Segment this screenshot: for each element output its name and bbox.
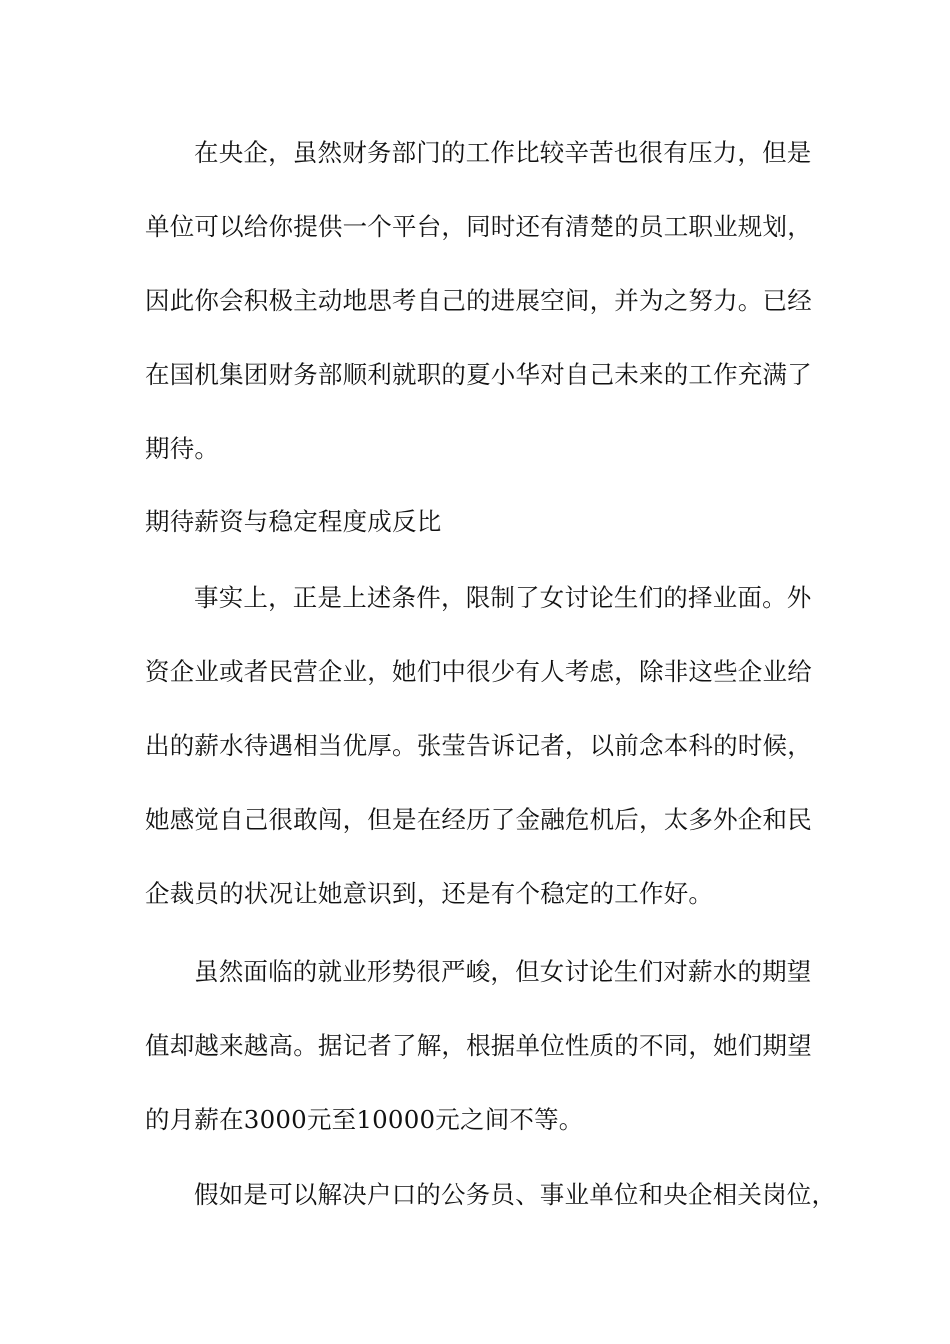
text-line: 因此你会积极主动地思考自己的进展空间，并为之努力。已经: [145, 286, 812, 315]
text-line: 期待。: [145, 434, 220, 463]
text-line: 企裁员的状况让她意识到，还是有个稳定的工作好。: [145, 879, 714, 908]
text-line: 假如是可以解决户口的公务员、事业单位和央企相关岗位，: [194, 1180, 837, 1209]
text-line: 出的薪水待遇相当优厚。张莹告诉记者，以前念本科的时候，: [145, 731, 812, 760]
text-line: 单位可以给你提供一个平台，同时还有清楚的员工职业规划，: [145, 212, 812, 241]
text-line: 虽然面临的就业形势很严峻，但女讨论生们对薪水的期望: [194, 957, 812, 986]
text-line: 资企业或者民营企业，她们中很少有人考虑，除非这些企业给: [145, 657, 812, 686]
text-line: 在央企，虽然财务部门的工作比较辛苦也很有压力，但是: [194, 138, 812, 167]
text-line: 事实上，正是上述条件，限制了女讨论生们的择业面。外: [194, 583, 812, 612]
text-line: 的月薪在3000元至10000元之间不等。: [145, 1105, 584, 1134]
text-line: 值却越来越高。据记者了解，根据单位性质的不同，她们期望: [145, 1031, 812, 1060]
section-heading: 期待薪资与稳定程度成反比: [145, 507, 442, 536]
text-line: 她感觉自己很敢闯，但是在经历了金融危机后，太多外企和民: [145, 805, 812, 834]
text-line: 在国机集团财务部顺利就职的夏小华对自己未来的工作充满了: [145, 360, 812, 389]
